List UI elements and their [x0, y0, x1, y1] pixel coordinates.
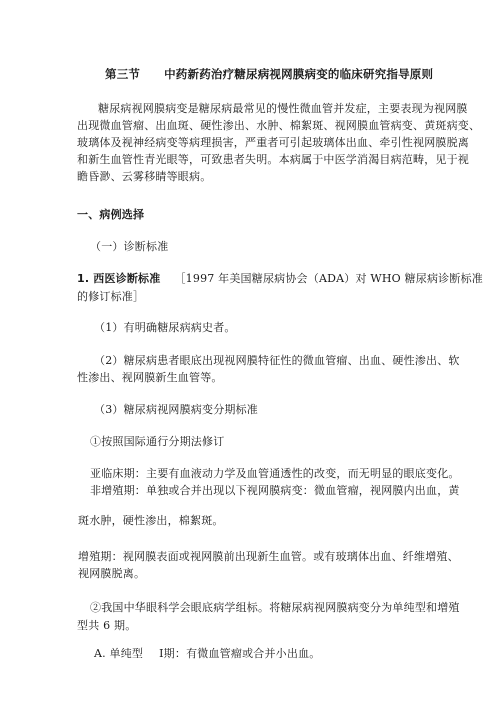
heading-case-selection: 一、病例选择 — [77, 208, 145, 221]
criterion-2-line: （2）糖尿病患者眼底出现视网膜特征性的微血管瘤、出血、硬性渗出、软 — [94, 354, 460, 367]
section-title — [105, 69, 433, 81]
criterion-2-line: 性渗出、视网膜新生血管等。 — [77, 371, 223, 384]
proliferative-stage-line: 增殖期：视网膜表面或视网膜前出现新生血管。或有玻璃体出血、纤维增殖、 — [78, 550, 459, 563]
china-staging-line: ②我国中华眼科学会眼底病学组标。将糖尿病视网膜病变分为单纯型和增殖 — [90, 601, 460, 614]
intro-line: 瞻昏渺、云雾移睛等眼病。 — [77, 170, 212, 183]
simple-type-stage-1 — [94, 648, 321, 659]
section-number: 第三节 — [105, 67, 141, 81]
item-text: ［1997 年美国糖尿病协会（ADA）对 WHO 糖尿病诊断标准 — [174, 272, 483, 285]
intro-line: 出现微血管瘤、出血斑、硬性渗出、水肿、棉絮斑、视网膜血管病变、黄斑病变、 — [77, 119, 481, 132]
western-diagnostic-criteria — [77, 273, 483, 284]
criterion-3: （3）糖尿病视网膜病变分期标准 — [94, 403, 258, 416]
proliferative-stage-line: 视网膜脱离。 — [78, 567, 146, 580]
simple-type-label: A. 单纯型 — [94, 647, 144, 660]
stage-1-text: Ⅰ期：有微血管瘤或合并小出血。 — [159, 647, 321, 660]
intro-line: 糖尿病视网膜病变是糖尿病最常见的慢性微血管并发症，主要表现为视网膜 — [98, 102, 468, 115]
intro-line: 和新生血管性青光眼等，可致患者失明。本病属于中医学消渴目病范畴，见于视 — [77, 153, 469, 166]
intro-line: 玻璃体及视神经病变等病理损害，严重者可引起玻璃体出血、牵引性视网膜脱离 — [77, 136, 469, 149]
section-title-text: 中药新药治疗糖尿病视网膜病变的临床研究指导原则 — [164, 67, 434, 81]
western-diagnostic-criteria-cont: 的修订标准］ — [77, 290, 145, 303]
criterion-1: （1）有明确糖尿病病史者。 — [94, 321, 236, 334]
item-label: 1. 西医诊断标准 — [77, 272, 161, 285]
nonproliferative-stage-line: 非增殖期：单独或合并出现以下视网膜病变：微血管瘤，视网膜内出血，黄 — [90, 484, 460, 497]
international-staging: ①按照国际通行分期法修订 — [90, 435, 225, 448]
subheading-diagnostic-criteria: （一）诊断标准 — [90, 240, 169, 253]
subclinical-stage: 亚临床期：主要有血液动力学及血管通透性的改变，而无明显的眼底变化。 — [90, 467, 460, 480]
nonproliferative-stage-line: 斑水肿，硬性渗出，棉絮斑。 — [78, 514, 224, 527]
china-staging-line: 型共 6 期。 — [77, 619, 137, 632]
